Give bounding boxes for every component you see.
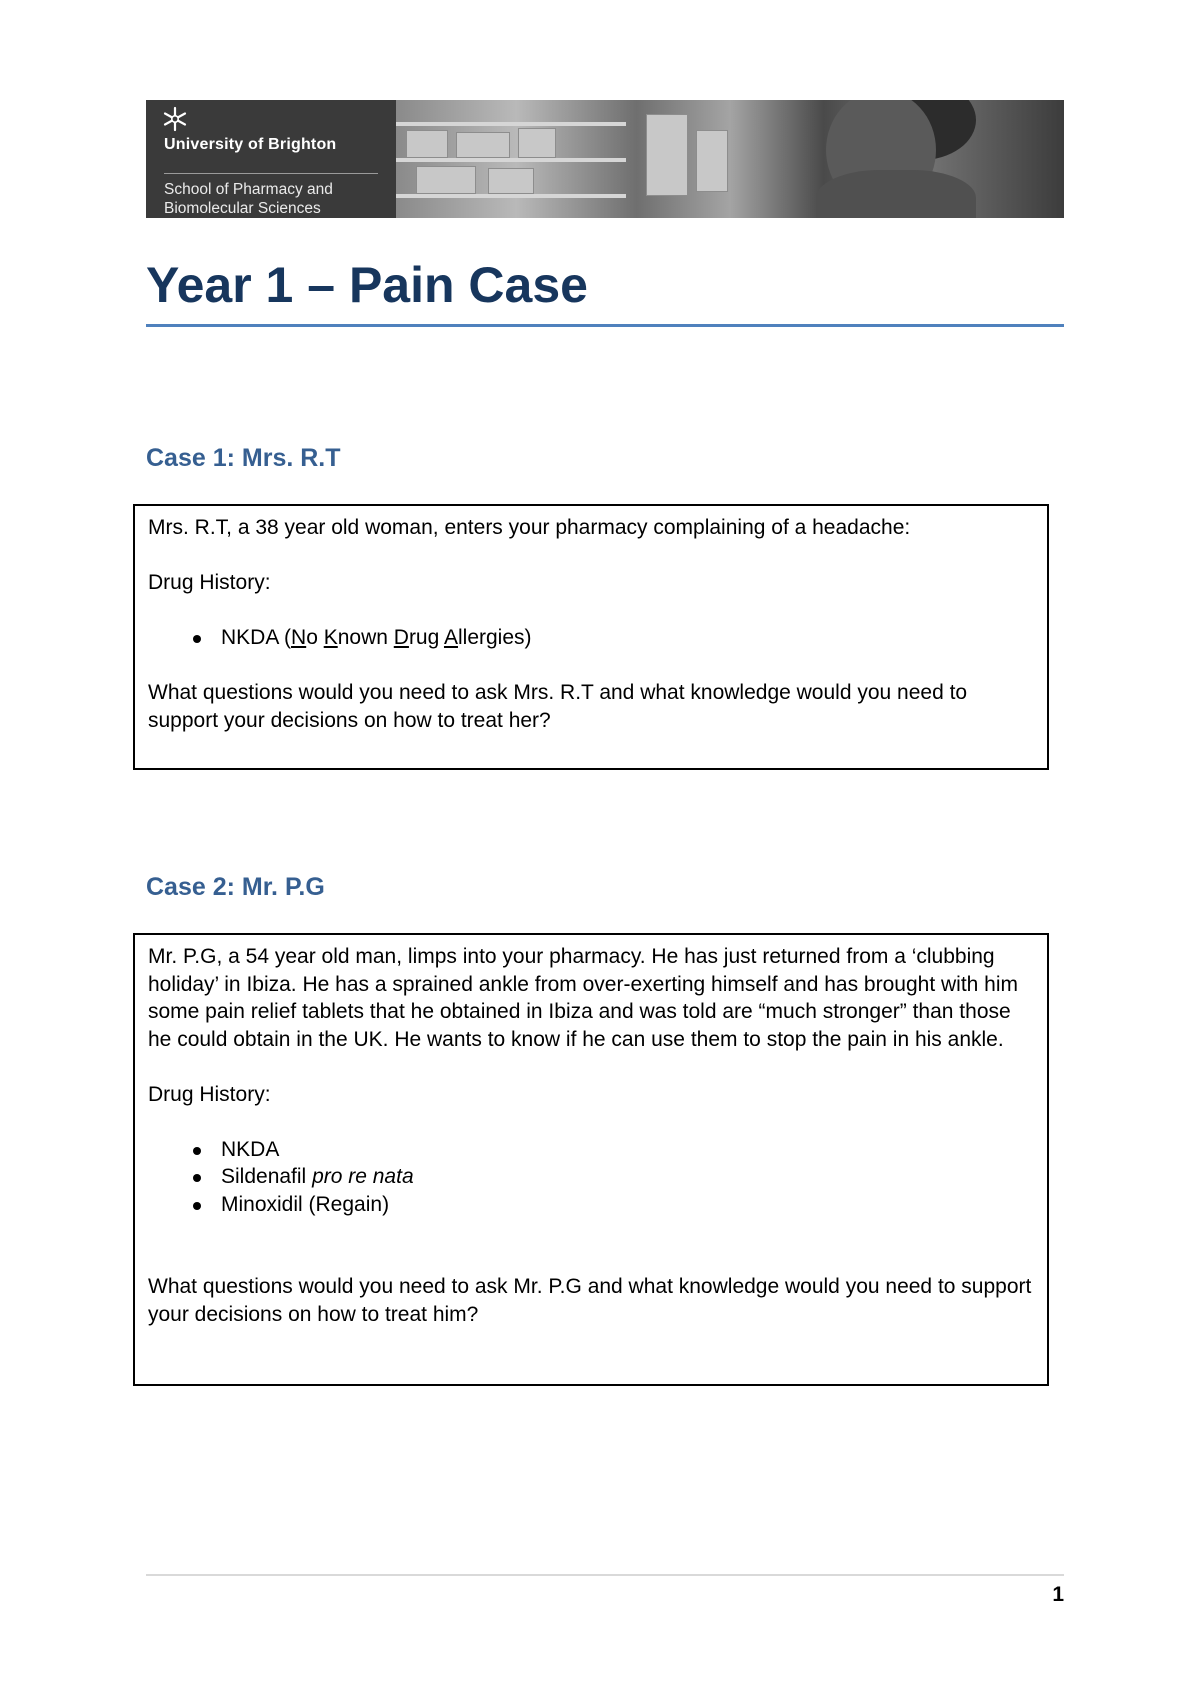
- case-2-question: What questions would you need to ask Mr. P.G and what knowledge would you need to support your decisions on how to treat him?: [148, 1275, 1032, 1326]
- banner-logo-panel: [146, 100, 396, 218]
- case-2-drug-list: [148, 1136, 1035, 1219]
- case-2-intro: Mr. P.G, a 54 year old man, limps into your pharmacy. He has just returned from a ‘clubbing holiday’ in Ibiza. He has a sprained ankle from over-exerting himself and has brought with him some pain relief tablets that he obtained in Ibiza and was told are “much stronger” than those he could obtain in the UK. He wants to know if he can use them to stop the pain in his ankle.: [148, 945, 1019, 1051]
- pharmacy-photo: [396, 100, 1064, 218]
- photo-medicine-box: [456, 132, 510, 158]
- list-item: NKDA (No Known Drug Allergies): [193, 624, 1035, 652]
- photo-person-scarf: [816, 170, 976, 218]
- photo-shelf: [396, 194, 626, 198]
- case-1-question: What questions would you need to ask Mrs. R.T and what knowledge would you need to support your decisions on how to treat her?: [148, 681, 968, 732]
- photo-medicine-box: [488, 168, 534, 194]
- photo-medicine-box: [518, 128, 556, 158]
- university-banner: [146, 100, 1064, 218]
- title-underline: [146, 324, 1064, 327]
- list-item: Sildenafil pro re nata: [193, 1163, 1035, 1191]
- photo-shelf: [396, 122, 626, 126]
- list-item: NKDA: [193, 1136, 1035, 1164]
- case-1-drug-history-label: Drug History:: [148, 571, 271, 594]
- case-1-box: [133, 504, 1049, 770]
- case-1-intro: Mrs. R.T, a 38 year old woman, enters your pharmacy complaining of a headache:: [148, 516, 911, 539]
- school-name-line-1: School of Pharmacy and: [164, 181, 333, 198]
- photo-medicine-box: [646, 114, 688, 196]
- case-2-box: [133, 933, 1049, 1386]
- case-2-heading: Case 2: Mr. P.G: [146, 873, 325, 901]
- photo-medicine-box: [406, 130, 448, 158]
- page-number: 1: [1052, 1583, 1064, 1606]
- photo-shelf: [396, 158, 626, 162]
- banner-divider: [164, 173, 378, 174]
- university-name: University of Brighton: [164, 136, 337, 153]
- case-1-heading: Case 1: Mrs. R.T: [146, 444, 341, 472]
- photo-medicine-box: [416, 166, 476, 194]
- footer-divider: [146, 1574, 1064, 1576]
- photo-medicine-box: [696, 130, 728, 192]
- case-2-drug-history-label: Drug History:: [148, 1082, 271, 1106]
- case-1-drug-list: [148, 624, 1035, 652]
- star-logo-icon: [162, 106, 188, 132]
- document-title: Year 1 – Pain Case: [146, 257, 588, 313]
- school-name: [164, 180, 333, 218]
- school-name-line-2: Biomolecular Sciences: [164, 200, 321, 217]
- list-item: Minoxidil (Regain): [193, 1191, 1035, 1219]
